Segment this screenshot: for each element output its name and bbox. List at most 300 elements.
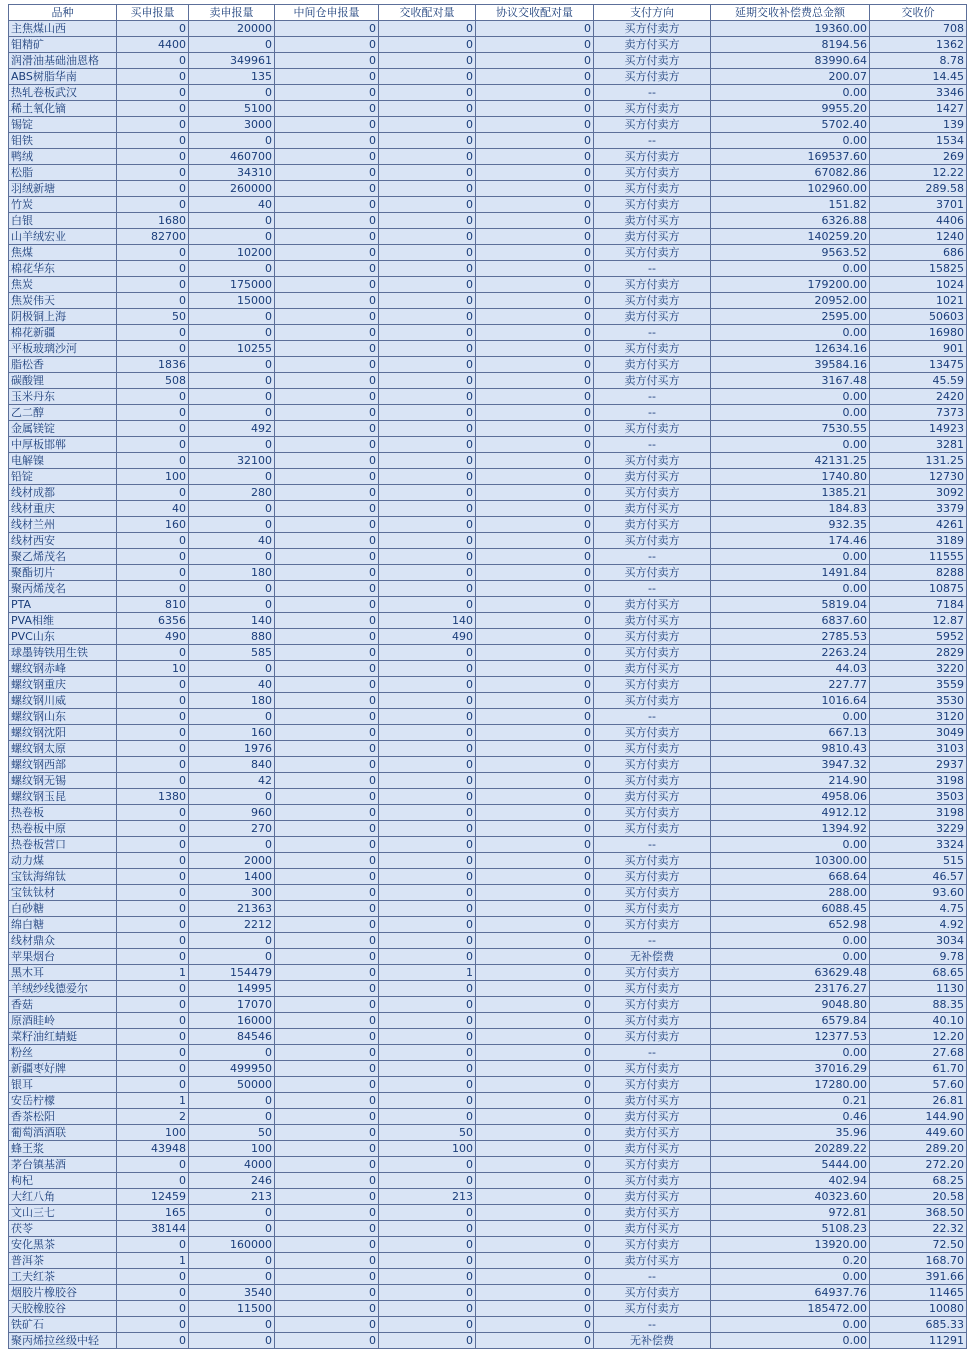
match-qty-cell: 0: [379, 1029, 476, 1045]
delivery-price-cell: 3346: [870, 85, 967, 101]
delivery-price-cell: 708: [870, 21, 967, 37]
sell-qty-cell: 0: [189, 437, 275, 453]
middle-qty-cell: 0: [275, 1189, 379, 1205]
compensation-total-cell: 185472.00: [711, 1301, 870, 1317]
agreement-qty-cell: 0: [476, 69, 594, 85]
compensation-total-cell: 9810.43: [711, 741, 870, 757]
product-cell: 茅台镇基酒: [9, 1157, 117, 1173]
sell-qty-cell: 0: [189, 1317, 275, 1333]
table-row: [9, 869, 967, 885]
buy-qty-cell: 0: [117, 1029, 189, 1045]
middle-qty-cell: 0: [275, 965, 379, 981]
sell-qty-cell: 160000: [189, 1237, 275, 1253]
middle-qty-cell: 0: [275, 1317, 379, 1333]
sell-qty-cell: 15000: [189, 293, 275, 309]
middle-qty-cell: 0: [275, 165, 379, 181]
delivery-price-cell: 901: [870, 341, 967, 357]
payment-direction-cell: 卖方付买方: [594, 469, 711, 485]
match-qty-cell: 140: [379, 613, 476, 629]
buy-qty-cell: 0: [117, 69, 189, 85]
agreement-qty-cell: 0: [476, 133, 594, 149]
product-cell: 螺纹钢西部: [9, 757, 117, 773]
header-row: [9, 5, 967, 21]
match-qty-cell: 0: [379, 229, 476, 245]
compensation-total-cell: 12634.16: [711, 341, 870, 357]
product-cell: 安化黑茶: [9, 1237, 117, 1253]
buy-qty-cell: 1836: [117, 357, 189, 373]
payment-direction-cell: 买方付卖方: [594, 421, 711, 437]
sell-qty-cell: 0: [189, 133, 275, 149]
buy-qty-cell: 0: [117, 149, 189, 165]
match-qty-cell: 0: [379, 1173, 476, 1189]
match-qty-cell: 0: [379, 357, 476, 373]
buy-qty-cell: 6356: [117, 613, 189, 629]
product-cell: 鸭绒: [9, 149, 117, 165]
payment-direction-cell: 买方付卖方: [594, 805, 711, 821]
compensation-total-cell: 0.00: [711, 1333, 870, 1349]
table-row: [9, 357, 967, 373]
delivery-price-cell: 686: [870, 245, 967, 261]
middle-qty-cell: 0: [275, 117, 379, 133]
product-cell: 碳酸锂: [9, 373, 117, 389]
delivery-price-cell: 12.20: [870, 1029, 967, 1045]
buy-qty-cell: 0: [117, 117, 189, 133]
middle-qty-cell: 0: [275, 981, 379, 997]
middle-qty-cell: 0: [275, 661, 379, 677]
compensation-total-cell: 2263.24: [711, 645, 870, 661]
match-qty-cell: 0: [379, 741, 476, 757]
middle-qty-cell: 0: [275, 1141, 379, 1157]
product-cell: 线材兰州: [9, 517, 117, 533]
payment-direction-cell: 买方付卖方: [594, 293, 711, 309]
compensation-total-cell: 174.46: [711, 533, 870, 549]
match-qty-cell: 0: [379, 69, 476, 85]
middle-qty-cell: 0: [275, 837, 379, 853]
compensation-total-cell: 35.96: [711, 1125, 870, 1141]
table-row: [9, 1269, 967, 1285]
agreement-qty-cell: 0: [476, 693, 594, 709]
sell-qty-cell: 0: [189, 309, 275, 325]
compensation-total-cell: 10300.00: [711, 853, 870, 869]
payment-direction-cell: --: [594, 581, 711, 597]
buy-qty-cell: 0: [117, 645, 189, 661]
header-sell-qty: 卖申报量: [189, 5, 275, 21]
delivery-price-cell: 11291: [870, 1333, 967, 1349]
agreement-qty-cell: 0: [476, 1301, 594, 1317]
payment-direction-cell: --: [594, 933, 711, 949]
agreement-qty-cell: 0: [476, 197, 594, 213]
sell-qty-cell: 0: [189, 661, 275, 677]
sell-qty-cell: 14995: [189, 981, 275, 997]
middle-qty-cell: 0: [275, 229, 379, 245]
compensation-total-cell: 20289.22: [711, 1141, 870, 1157]
sell-qty-cell: 2212: [189, 917, 275, 933]
agreement-qty-cell: 0: [476, 821, 594, 837]
compensation-total-cell: 0.21: [711, 1093, 870, 1109]
product-cell: 中厚板邯郸: [9, 437, 117, 453]
agreement-qty-cell: 0: [476, 709, 594, 725]
match-qty-cell: 0: [379, 293, 476, 309]
payment-direction-cell: 卖方付买方: [594, 1205, 711, 1221]
compensation-total-cell: 40323.60: [711, 1189, 870, 1205]
delivery-price-cell: 40.10: [870, 1013, 967, 1029]
middle-qty-cell: 0: [275, 213, 379, 229]
middle-qty-cell: 0: [275, 693, 379, 709]
buy-qty-cell: 0: [117, 21, 189, 37]
compensation-total-cell: 200.07: [711, 69, 870, 85]
delivery-price-cell: 3281: [870, 437, 967, 453]
table-row: [9, 213, 967, 229]
product-cell: 菜籽油红蜻蜓: [9, 1029, 117, 1045]
product-cell: 烟胶片橡胶谷: [9, 1285, 117, 1301]
delivery-price-cell: 168.70: [870, 1253, 967, 1269]
middle-qty-cell: 0: [275, 1333, 379, 1349]
compensation-total-cell: 4912.12: [711, 805, 870, 821]
agreement-qty-cell: 0: [476, 933, 594, 949]
match-qty-cell: 0: [379, 37, 476, 53]
agreement-qty-cell: 0: [476, 309, 594, 325]
delivery-price-cell: 4.92: [870, 917, 967, 933]
agreement-qty-cell: 0: [476, 101, 594, 117]
match-qty-cell: 0: [379, 101, 476, 117]
table-row: [9, 21, 967, 37]
compensation-total-cell: 63629.48: [711, 965, 870, 981]
compensation-total-cell: 667.13: [711, 725, 870, 741]
delivery-price-cell: 8288: [870, 565, 967, 581]
agreement-qty-cell: 0: [476, 373, 594, 389]
compensation-total-cell: 0.00: [711, 261, 870, 277]
product-cell: 螺纹钢沈阳: [9, 725, 117, 741]
compensation-total-cell: 1016.64: [711, 693, 870, 709]
product-cell: 金属镁锭: [9, 421, 117, 437]
middle-qty-cell: 0: [275, 517, 379, 533]
delivery-price-cell: 3503: [870, 789, 967, 805]
middle-qty-cell: 0: [275, 581, 379, 597]
compensation-total-cell: 214.90: [711, 773, 870, 789]
delivery-price-cell: 27.68: [870, 1045, 967, 1061]
delivery-price-cell: 3379: [870, 501, 967, 517]
middle-qty-cell: 0: [275, 1093, 379, 1109]
table-row: [9, 917, 967, 933]
buy-qty-cell: 1: [117, 1093, 189, 1109]
agreement-qty-cell: 0: [476, 421, 594, 437]
buy-qty-cell: 0: [117, 85, 189, 101]
middle-qty-cell: 0: [275, 885, 379, 901]
sell-qty-cell: 840: [189, 757, 275, 773]
delivery-price-cell: 3092: [870, 485, 967, 501]
buy-qty-cell: 0: [117, 1013, 189, 1029]
sell-qty-cell: 213: [189, 1189, 275, 1205]
match-qty-cell: 0: [379, 661, 476, 677]
match-qty-cell: 0: [379, 1269, 476, 1285]
agreement-qty-cell: 0: [476, 469, 594, 485]
product-cell: 普洱茶: [9, 1253, 117, 1269]
payment-direction-cell: 买方付卖方: [594, 997, 711, 1013]
compensation-total-cell: 17280.00: [711, 1077, 870, 1093]
match-qty-cell: 0: [379, 549, 476, 565]
product-cell: 线材重庆: [9, 501, 117, 517]
delivery-price-cell: 4261: [870, 517, 967, 533]
table-row: [9, 245, 967, 261]
payment-direction-cell: 买方付卖方: [594, 1285, 711, 1301]
match-qty-cell: 0: [379, 501, 476, 517]
match-qty-cell: 0: [379, 245, 476, 261]
table-row: [9, 837, 967, 853]
delivery-price-cell: 289.58: [870, 181, 967, 197]
middle-qty-cell: 0: [275, 1301, 379, 1317]
sell-qty-cell: 5100: [189, 101, 275, 117]
match-qty-cell: 1: [379, 965, 476, 981]
match-qty-cell: 50: [379, 1125, 476, 1141]
table-row: [9, 725, 967, 741]
delivery-price-cell: 1534: [870, 133, 967, 149]
middle-qty-cell: 0: [275, 69, 379, 85]
payment-direction-cell: 无补偿费: [594, 1333, 711, 1349]
product-cell: 白银: [9, 213, 117, 229]
middle-qty-cell: 0: [275, 197, 379, 213]
buy-qty-cell: 38144: [117, 1221, 189, 1237]
table-row: [9, 1029, 967, 1045]
compensation-total-cell: 932.35: [711, 517, 870, 533]
buy-qty-cell: 0: [117, 709, 189, 725]
table-row: [9, 501, 967, 517]
agreement-qty-cell: 0: [476, 245, 594, 261]
product-cell: 绵白糖: [9, 917, 117, 933]
agreement-qty-cell: 0: [476, 1237, 594, 1253]
sell-qty-cell: 300: [189, 885, 275, 901]
product-cell: 香菇: [9, 997, 117, 1013]
match-qty-cell: 0: [379, 1013, 476, 1029]
match-qty-cell: 0: [379, 437, 476, 453]
middle-qty-cell: 0: [275, 901, 379, 917]
compensation-total-cell: 42131.25: [711, 453, 870, 469]
product-cell: 白砂糖: [9, 901, 117, 917]
compensation-total-cell: 402.94: [711, 1173, 870, 1189]
buy-qty-cell: 10: [117, 661, 189, 677]
payment-direction-cell: 买方付卖方: [594, 53, 711, 69]
sell-qty-cell: 4000: [189, 1157, 275, 1173]
middle-qty-cell: 0: [275, 1269, 379, 1285]
middle-qty-cell: 0: [275, 245, 379, 261]
compensation-total-cell: 7530.55: [711, 421, 870, 437]
compensation-total-cell: 6088.45: [711, 901, 870, 917]
table-row: [9, 277, 967, 293]
middle-qty-cell: 0: [275, 373, 379, 389]
payment-direction-cell: 买方付卖方: [594, 181, 711, 197]
middle-qty-cell: 0: [275, 1285, 379, 1301]
agreement-qty-cell: 0: [476, 565, 594, 581]
buy-qty-cell: 0: [117, 741, 189, 757]
match-qty-cell: 0: [379, 693, 476, 709]
product-cell: 工夫红茶: [9, 1269, 117, 1285]
buy-qty-cell: 0: [117, 757, 189, 773]
delivery-price-cell: 3559: [870, 677, 967, 693]
delivery-table: [8, 4, 967, 1349]
payment-direction-cell: 卖方付买方: [594, 229, 711, 245]
table-row: [9, 885, 967, 901]
product-cell: 蜂王浆: [9, 1141, 117, 1157]
compensation-total-cell: 0.00: [711, 949, 870, 965]
compensation-total-cell: 8194.56: [711, 37, 870, 53]
payment-direction-cell: 卖方付买方: [594, 1221, 711, 1237]
buy-qty-cell: 4400: [117, 37, 189, 53]
compensation-total-cell: 184.83: [711, 501, 870, 517]
delivery-price-cell: 131.25: [870, 453, 967, 469]
payment-direction-cell: 卖方付买方: [594, 661, 711, 677]
payment-direction-cell: 买方付卖方: [594, 901, 711, 917]
match-qty-cell: 0: [379, 213, 476, 229]
buy-qty-cell: 1: [117, 965, 189, 981]
middle-qty-cell: 0: [275, 725, 379, 741]
match-qty-cell: 0: [379, 1077, 476, 1093]
middle-qty-cell: 0: [275, 1173, 379, 1189]
middle-qty-cell: 0: [275, 485, 379, 501]
middle-qty-cell: 0: [275, 501, 379, 517]
payment-direction-cell: 买方付卖方: [594, 1237, 711, 1253]
compensation-total-cell: 64937.76: [711, 1285, 870, 1301]
buy-qty-cell: 43948: [117, 1141, 189, 1157]
match-qty-cell: 0: [379, 853, 476, 869]
table-row: [9, 661, 967, 677]
delivery-price-cell: 1024: [870, 277, 967, 293]
sell-qty-cell: 20000: [189, 21, 275, 37]
delivery-price-cell: 3103: [870, 741, 967, 757]
delivery-price-cell: 14923: [870, 421, 967, 437]
table-row: [9, 421, 967, 437]
middle-qty-cell: 0: [275, 677, 379, 693]
match-qty-cell: 0: [379, 373, 476, 389]
delivery-price-cell: 269: [870, 149, 967, 165]
compensation-total-cell: 102960.00: [711, 181, 870, 197]
sell-qty-cell: 246: [189, 1173, 275, 1189]
agreement-qty-cell: 0: [476, 901, 594, 917]
payment-direction-cell: --: [594, 261, 711, 277]
payment-direction-cell: 卖方付买方: [594, 1141, 711, 1157]
compensation-total-cell: 6326.88: [711, 213, 870, 229]
product-cell: 葡萄酒酒联: [9, 1125, 117, 1141]
payment-direction-cell: 无补偿费: [594, 949, 711, 965]
buy-qty-cell: 508: [117, 373, 189, 389]
agreement-qty-cell: 0: [476, 1141, 594, 1157]
table-row: [9, 1013, 967, 1029]
delivery-price-cell: 3198: [870, 773, 967, 789]
compensation-total-cell: 179200.00: [711, 277, 870, 293]
middle-qty-cell: 0: [275, 917, 379, 933]
compensation-total-cell: 0.00: [711, 837, 870, 853]
agreement-qty-cell: 0: [476, 165, 594, 181]
payment-direction-cell: 卖方付买方: [594, 517, 711, 533]
buy-qty-cell: 100: [117, 1125, 189, 1141]
sell-qty-cell: 21363: [189, 901, 275, 917]
match-qty-cell: 0: [379, 821, 476, 837]
agreement-qty-cell: 0: [476, 853, 594, 869]
table-row: [9, 1045, 967, 1061]
match-qty-cell: 0: [379, 1301, 476, 1317]
match-qty-cell: 100: [379, 1141, 476, 1157]
delivery-price-cell: 7184: [870, 597, 967, 613]
agreement-qty-cell: 0: [476, 997, 594, 1013]
payment-direction-cell: 卖方付买方: [594, 1109, 711, 1125]
match-qty-cell: 0: [379, 133, 476, 149]
delivery-price-cell: 3034: [870, 933, 967, 949]
payment-direction-cell: 买方付卖方: [594, 1157, 711, 1173]
buy-qty-cell: 1: [117, 1253, 189, 1269]
buy-qty-cell: 0: [117, 1045, 189, 1061]
match-qty-cell: 0: [379, 277, 476, 293]
header-product: 品种: [9, 5, 117, 21]
product-cell: 原酒眭岭: [9, 1013, 117, 1029]
middle-qty-cell: 0: [275, 293, 379, 309]
payment-direction-cell: 卖方付买方: [594, 597, 711, 613]
middle-qty-cell: 0: [275, 597, 379, 613]
compensation-total-cell: 0.00: [711, 85, 870, 101]
agreement-qty-cell: 0: [476, 453, 594, 469]
match-qty-cell: 0: [379, 981, 476, 997]
agreement-qty-cell: 0: [476, 581, 594, 597]
buy-qty-cell: 0: [117, 181, 189, 197]
delivery-price-cell: 22.32: [870, 1221, 967, 1237]
compensation-total-cell: 19360.00: [711, 21, 870, 37]
buy-qty-cell: 0: [117, 821, 189, 837]
payment-direction-cell: 买方付卖方: [594, 629, 711, 645]
header-payment-direction: 支付方向: [594, 5, 711, 21]
sell-qty-cell: 0: [189, 373, 275, 389]
table-row: [9, 1333, 967, 1349]
delivery-price-cell: 61.70: [870, 1061, 967, 1077]
agreement-qty-cell: 0: [476, 229, 594, 245]
table-row: [9, 1141, 967, 1157]
agreement-qty-cell: 0: [476, 629, 594, 645]
header-compensation-total: 延期交收补偿费总金额: [711, 5, 870, 21]
delivery-price-cell: 68.65: [870, 965, 967, 981]
payment-direction-cell: 买方付卖方: [594, 677, 711, 693]
match-qty-cell: 0: [379, 181, 476, 197]
agreement-qty-cell: 0: [476, 613, 594, 629]
match-qty-cell: 0: [379, 1061, 476, 1077]
buy-qty-cell: 0: [117, 485, 189, 501]
buy-qty-cell: 0: [117, 869, 189, 885]
product-cell: 螺纹钢玉昆: [9, 789, 117, 805]
buy-qty-cell: 0: [117, 581, 189, 597]
agreement-qty-cell: 0: [476, 341, 594, 357]
agreement-qty-cell: 0: [476, 1173, 594, 1189]
compensation-total-cell: 2595.00: [711, 309, 870, 325]
sell-qty-cell: 349961: [189, 53, 275, 69]
delivery-price-cell: 68.25: [870, 1173, 967, 1189]
compensation-total-cell: 0.00: [711, 549, 870, 565]
delivery-price-cell: 45.59: [870, 373, 967, 389]
product-cell: 茯苓: [9, 1221, 117, 1237]
buy-qty-cell: 0: [117, 453, 189, 469]
table-row: [9, 965, 967, 981]
payment-direction-cell: 卖方付买方: [594, 613, 711, 629]
sell-qty-cell: 0: [189, 229, 275, 245]
middle-qty-cell: 0: [275, 757, 379, 773]
delivery-price-cell: 12.22: [870, 165, 967, 181]
payment-direction-cell: 买方付卖方: [594, 917, 711, 933]
product-cell: 螺纹钢赤峰: [9, 661, 117, 677]
table-row: [9, 165, 967, 181]
delivery-price-cell: 2420: [870, 389, 967, 405]
product-cell: 黑木耳: [9, 965, 117, 981]
buy-qty-cell: 0: [117, 837, 189, 853]
sell-qty-cell: 0: [189, 85, 275, 101]
payment-direction-cell: 买方付卖方: [594, 245, 711, 261]
agreement-qty-cell: 0: [476, 1189, 594, 1205]
middle-qty-cell: 0: [275, 405, 379, 421]
sell-qty-cell: 154479: [189, 965, 275, 981]
payment-direction-cell: 买方付卖方: [594, 197, 711, 213]
